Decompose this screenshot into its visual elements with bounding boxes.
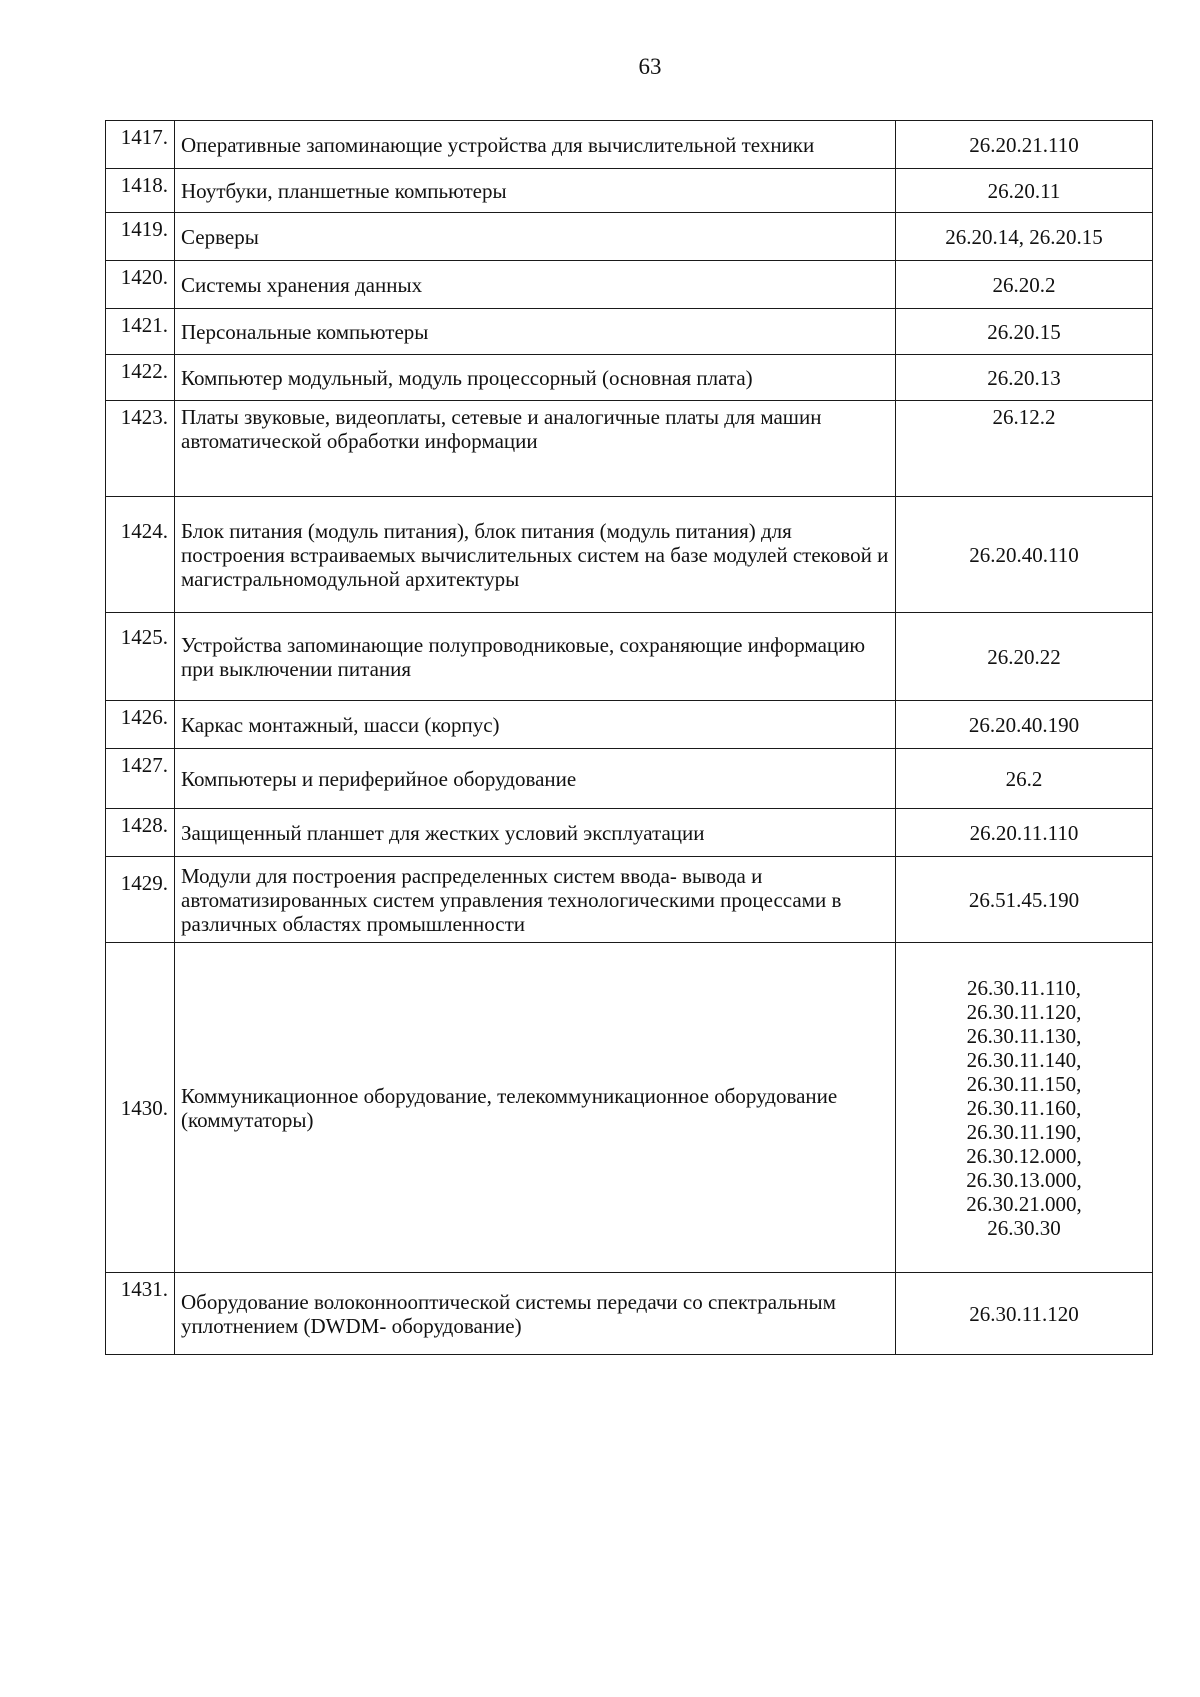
okpd-code: 26.51.45.190: [896, 857, 1153, 943]
item-name: Устройства запоминающие полупроводниковые, сохраняющие информацию при выключении питания: [175, 613, 896, 701]
table-row: [106, 261, 1153, 309]
okpd-code: 26.30.11.160,: [966, 1095, 1082, 1120]
table-row: [106, 1273, 1153, 1355]
row-number: 1429.: [106, 857, 175, 943]
table-row: [106, 309, 1153, 355]
row-number: 1428.: [106, 809, 175, 857]
okpd-code: 26.20.22: [896, 613, 1153, 701]
table-row: [106, 943, 1153, 1273]
table-row: [106, 401, 1153, 497]
row-number: 1418.: [106, 169, 175, 213]
code-list: [966, 976, 1082, 1240]
item-name: Ноутбуки, планшетные компьютеры: [175, 169, 896, 213]
okpd-code: 26.20.2: [896, 261, 1153, 309]
okpd-code: 26.20.11: [896, 169, 1153, 213]
table-row: [106, 497, 1153, 613]
okpd-code: 26.20.11.110: [896, 809, 1153, 857]
okpd-code: 26.20.40.110: [896, 497, 1153, 613]
okpd-code: 26.30.11.120,: [966, 999, 1082, 1024]
table-row: [106, 701, 1153, 749]
row-number: 1421.: [106, 309, 175, 355]
page-number: 63: [638, 54, 662, 79]
okpd-code: 26.20.14, 26.20.15: [896, 213, 1153, 261]
table-row: [106, 169, 1153, 213]
okpd-code-list: [896, 943, 1153, 1273]
row-number: 1426.: [106, 701, 175, 749]
okpd-code: 26.30.21.000,: [966, 1191, 1082, 1216]
item-name: Коммуникационное оборудование, телекоммуникационное оборудование (коммутаторы): [175, 943, 896, 1273]
okpd-code: 26.30.11.120: [896, 1273, 1153, 1355]
item-name: Каркас монтажный, шасси (корпус): [175, 701, 896, 749]
row-number: 1422.: [106, 355, 175, 401]
item-name: Компьютеры и периферийное оборудование: [175, 749, 896, 809]
item-name: Оборудование волоконнооптической системы передачи со спектральным уплотнением (DWDM- оборудование): [175, 1273, 896, 1355]
okpd-code: 26.30.30: [987, 1215, 1061, 1240]
row-number: 1424.: [106, 497, 175, 613]
item-name: Компьютер модульный, модуль процессорный (основная плата): [175, 355, 896, 401]
table-row: [106, 749, 1153, 809]
okpd-table: [105, 120, 1153, 1355]
row-number: 1425.: [106, 613, 175, 701]
okpd-code: 26.20.21.110: [896, 121, 1153, 169]
row-number: 1430.: [106, 943, 175, 1273]
okpd-code: 26.30.11.150,: [966, 1071, 1082, 1096]
table-row: [106, 121, 1153, 169]
okpd-code: 26.12.2: [896, 401, 1153, 497]
item-name: Платы звуковые, видеоплаты, сетевые и аналогичные платы для машин автоматической обработки информации: [175, 401, 896, 497]
okpd-code: 26.20.40.190: [896, 701, 1153, 749]
row-number: 1420.: [106, 261, 175, 309]
okpd-code: 26.30.11.140,: [966, 1047, 1082, 1072]
okpd-code: 26.30.11.110,: [967, 975, 1081, 1000]
table-row: [106, 613, 1153, 701]
item-name: Модули для построения распределенных систем ввода- вывода и автоматизированных систем управления технологическими процессами в различных областях промышленности: [175, 857, 896, 943]
okpd-code: 26.30.13.000,: [966, 1167, 1082, 1192]
item-name: Серверы: [175, 213, 896, 261]
okpd-code: 26.30.11.130,: [966, 1023, 1082, 1048]
row-number: 1419.: [106, 213, 175, 261]
okpd-code: 26.30.11.190,: [966, 1119, 1082, 1144]
row-number: 1423.: [106, 401, 175, 497]
row-number: 1417.: [106, 121, 175, 169]
table-row: [106, 213, 1153, 261]
table-row: [106, 355, 1153, 401]
okpd-code: 26.20.13: [896, 355, 1153, 401]
item-name: Защищенный планшет для жестких условий эксплуатации: [175, 809, 896, 857]
okpd-code: 26.20.15: [896, 309, 1153, 355]
row-number: 1427.: [106, 749, 175, 809]
okpd-code: 26.2: [896, 749, 1153, 809]
item-name: Системы хранения данных: [175, 261, 896, 309]
okpd-code: 26.30.12.000,: [966, 1143, 1082, 1168]
item-name: Персональные компьютеры: [175, 309, 896, 355]
row-number: 1431.: [106, 1273, 175, 1355]
item-name: Блок питания (модуль питания), блок питания (модуль питания) для построения встраиваемых вычислительных систем на базе модулей стековой и магистральномодульной архитектуры: [175, 497, 896, 613]
item-name: Оперативные запоминающие устройства для вычислительной техники: [175, 121, 896, 169]
table-row: [106, 857, 1153, 943]
table-row: [106, 809, 1153, 857]
